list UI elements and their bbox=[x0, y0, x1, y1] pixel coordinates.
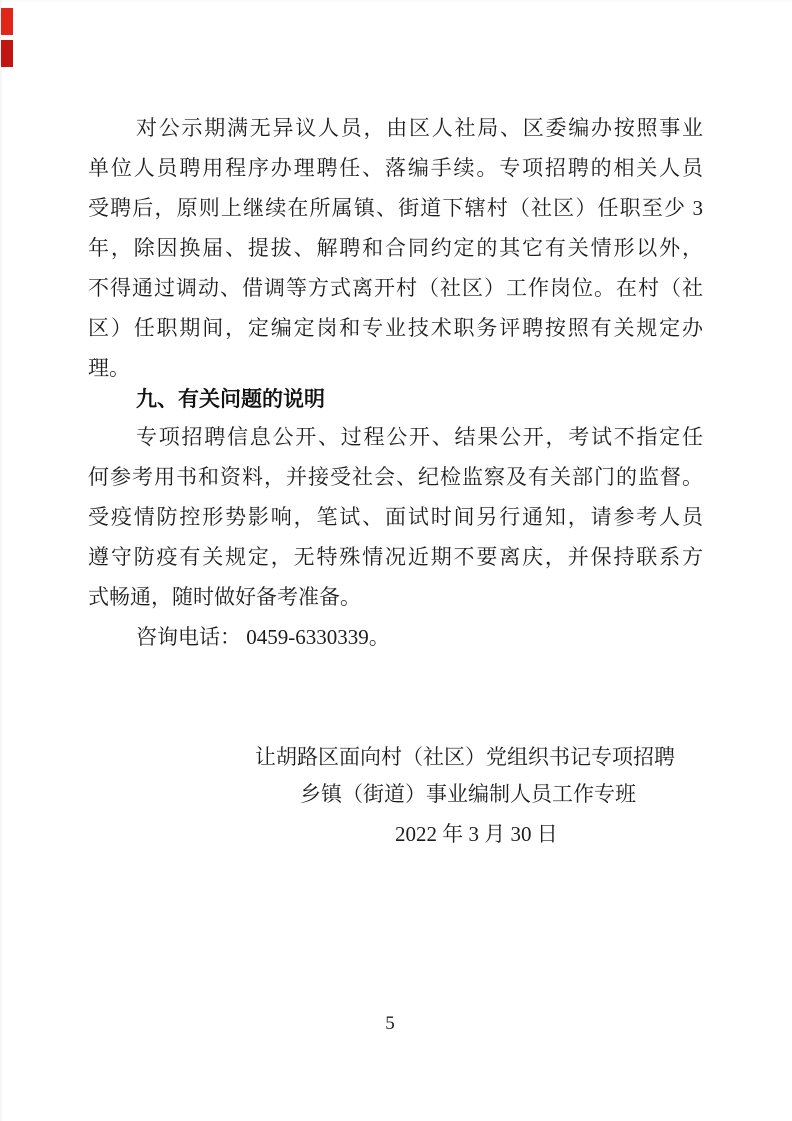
text-line: 受聘后，原则上继续在所属镇、街道下辖村（社区）任职至少 3 bbox=[88, 196, 703, 220]
signature-line-team: 乡镇（街道）事业编制人员工作专班 bbox=[300, 782, 636, 806]
text-line: 咨询电话： 0459-6330339。 bbox=[136, 625, 390, 649]
signature-line-org: 让胡路区面向村（社区）党组织书记专项招聘 bbox=[255, 745, 675, 769]
text-line: 专项招聘信息公开、过程公开、结果公开，考试不指定任 bbox=[136, 425, 703, 449]
red-edit-mark-bottom bbox=[1, 40, 13, 67]
section-heading: 九、有关问题的说明 bbox=[136, 388, 325, 411]
text-line: 年，除因换届、提拔、解聘和合同约定的其它有关情形以外， bbox=[88, 236, 703, 260]
signature-date: 2022 年 3 月 30 日 bbox=[395, 822, 558, 846]
text-line: 不得通过调动、借调等方式离开村（社区）工作岗位。在村（社 bbox=[88, 276, 703, 300]
text-line: 遵守防疫有关规定，无特殊情况近期不要离庆，并保持联系方 bbox=[88, 545, 703, 569]
text-line: 区）任职期间，定编定岗和专业技术职务评聘按照有关规定办 bbox=[88, 316, 703, 340]
text-line: 对公示期满无异议人员，由区人社局、区委编办按照事业 bbox=[136, 116, 703, 140]
text-line: 式畅通，随时做好备考准备。 bbox=[88, 585, 361, 609]
text-line: 理。 bbox=[88, 356, 130, 380]
text-line: 单位人员聘用程序办理聘任、落编手续。专项招聘的相关人员 bbox=[88, 156, 703, 180]
text-line: 受疫情防控形势影响，笔试、面试时间另行通知，请参考人员 bbox=[88, 505, 703, 529]
text-line: 何参考用书和资料，并接受社会、纪检监察及有关部门的监督。 bbox=[88, 465, 703, 489]
red-edit-mark-top bbox=[1, 8, 13, 35]
page-number: 5 bbox=[385, 1013, 395, 1034]
